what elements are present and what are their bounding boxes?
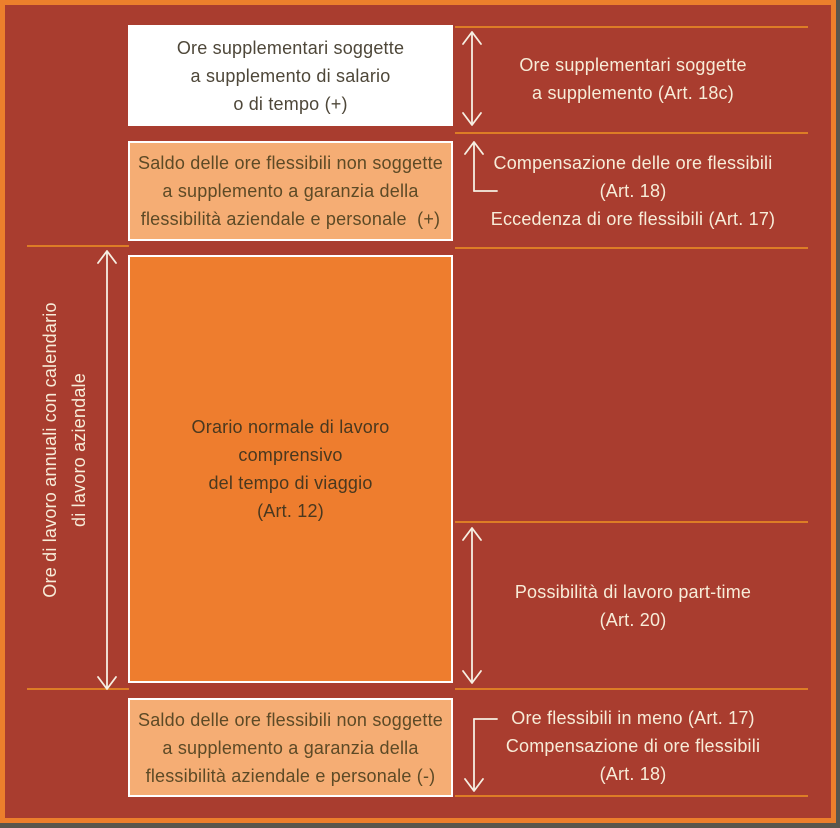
parttime-label-line2: (Art. 20)	[599, 610, 667, 630]
flex-minus-label	[458, 704, 808, 788]
flex-compensation-label-line1: Compensazione delle ore flessibili	[493, 153, 773, 173]
left-axis-label-line1: Ore di lavoro annuali con calendario	[40, 302, 60, 598]
separator-line-left-top	[27, 245, 129, 247]
overtime-label-line1: Ore supplementari soggette	[519, 55, 747, 75]
flex-balance-minus-line2: a supplemento a garanzia della	[162, 737, 419, 758]
separator-line-right-3	[455, 247, 808, 249]
flex-balance-plus-box	[128, 141, 453, 241]
normal-hours-box	[128, 255, 453, 683]
parttime-label	[458, 578, 808, 634]
normal-hours-line4: (Art. 12)	[257, 501, 324, 521]
flex-balance-plus-line1: Saldo delle ore flessibili non soggette	[138, 153, 443, 173]
overtime-box-line3: o di tempo (+)	[233, 93, 348, 114]
flex-balance-minus-line3: flessibilità aziendale e personale (-)	[145, 765, 436, 786]
separator-line-right-2	[455, 132, 808, 134]
overtime-label-line2: a supplemento (Art. 18c)	[532, 83, 734, 103]
flex-balance-plus-line2: a supplemento a garanzia della	[162, 181, 419, 201]
separator-line-right-1	[455, 26, 808, 28]
overtime-label	[458, 51, 808, 107]
left-axis-label	[36, 302, 94, 597]
flex-compensation-label-line3: Eccedenza di ore flessibili (Art. 17)	[490, 209, 776, 229]
overtime-box-line1: Ore supplementari soggette	[176, 37, 405, 58]
flex-compensation-label	[458, 149, 808, 233]
flex-minus-label-line1: Ore flessibili in meno (Art. 17)	[511, 708, 755, 728]
normal-hours-line2: comprensivo	[238, 445, 343, 465]
overtime-box	[128, 25, 453, 126]
separator-line-right-5	[455, 688, 808, 690]
parttime-label-line1: Possibilità di lavoro part-time	[514, 582, 752, 602]
flex-minus-label-line3: (Art. 18)	[599, 764, 667, 784]
normal-hours-line1: Orario normale di lavoro	[191, 417, 390, 437]
annual-hours-span-arrow-icon	[95, 249, 119, 691]
separator-line-right-6	[455, 795, 808, 797]
overtime-box-line2: a supplemento di salario	[190, 65, 391, 86]
flex-balance-plus-line3: flessibilità aziendale e personale (+)	[140, 209, 441, 229]
flex-minus-label-line2: Compensazione di ore flessibili	[505, 736, 761, 756]
flex-balance-minus-line1: Saldo delle ore flessibili non soggette	[138, 709, 443, 730]
flex-balance-minus-box	[128, 698, 453, 797]
normal-hours-line3: del tempo di viaggio	[208, 473, 373, 493]
left-axis-label-line2: di lavoro aziendale	[69, 373, 89, 527]
flex-compensation-label-line2: (Art. 18)	[599, 181, 667, 201]
separator-line-right-4	[455, 521, 808, 523]
